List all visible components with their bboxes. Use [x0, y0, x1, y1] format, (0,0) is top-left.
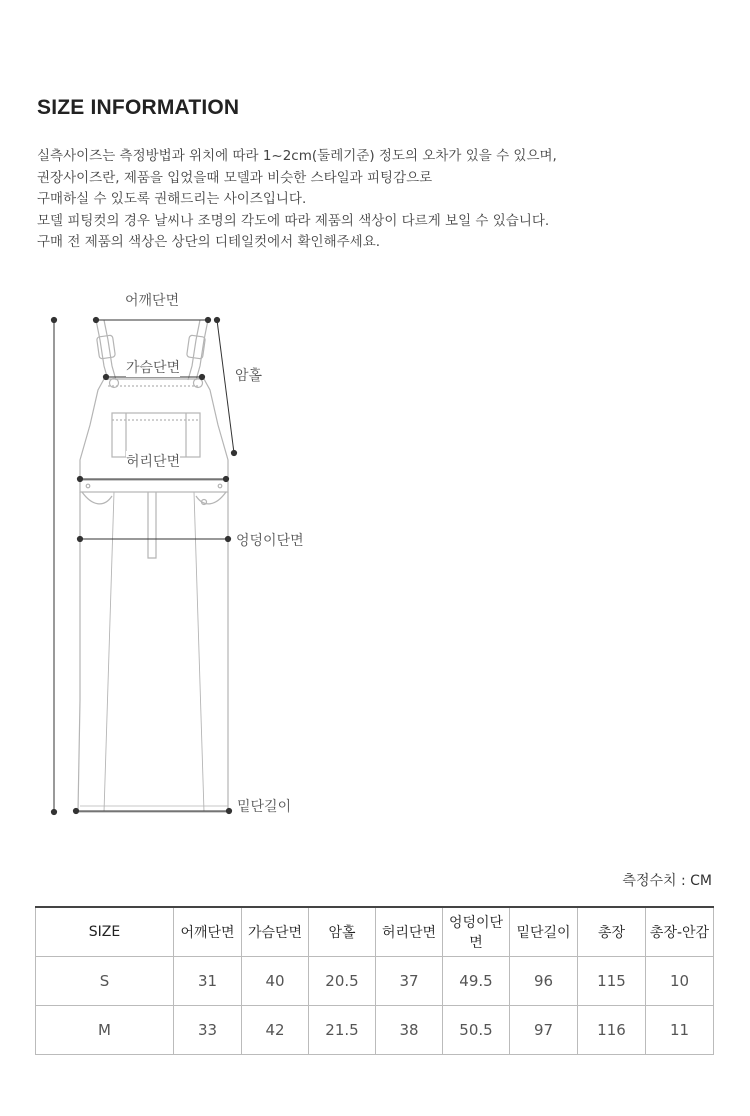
table-header-row: [36, 907, 714, 957]
note-line: 실측사이즈는 측정방법과 위치에 따라 1~2cm(둘레기준) 정도의 오차가 있을 수 있으며,: [37, 148, 557, 164]
table-header-cell: 허리단면: [376, 907, 443, 957]
table-cell: 116: [578, 1006, 646, 1055]
table-cell: 49.5: [443, 957, 510, 1006]
table-cell: 50.5: [443, 1006, 510, 1055]
table-header-cell: SIZE: [36, 907, 174, 957]
table-cell: 10: [646, 957, 714, 1006]
table-cell: 11: [646, 1006, 714, 1055]
armhole-label: 암홀: [235, 368, 263, 384]
table-cell: 38: [376, 1006, 443, 1055]
table-cell: M: [36, 1006, 174, 1055]
size-notes: [37, 146, 727, 254]
table-cell: 33: [174, 1006, 242, 1055]
table-cell: 115: [578, 957, 646, 1006]
table-cell: 96: [510, 957, 578, 1006]
table-cell: 42: [242, 1006, 309, 1055]
unit-label: 측정수치 : CM: [622, 873, 712, 889]
table-row: [36, 957, 714, 1006]
table-cell: 37: [376, 957, 443, 1006]
table-cell: 21.5: [309, 1006, 376, 1055]
garment-diagram: [0, 280, 750, 840]
hem-label: 밑단길이: [237, 799, 292, 815]
table-cell: 31: [174, 957, 242, 1006]
table-header-cell: 암홀: [309, 907, 376, 957]
table-header-cell: 총장-안감: [646, 907, 714, 957]
table-header-cell: 가슴단면: [242, 907, 309, 957]
note-line: 권장사이즈란, 제품을 입었을때 모델과 비슷한 스타일과 피팅감으로: [37, 169, 433, 186]
table-header-cell: 총장: [578, 907, 646, 957]
page-title: SIZE INFORMATION: [37, 96, 240, 119]
shoulder-label: 어깨단면: [125, 293, 180, 309]
table-cell: 40: [242, 957, 309, 1006]
overall-dress-illustration: [0, 280, 750, 840]
table-cell: 20.5: [309, 957, 376, 1006]
table-header-cell: 엉덩이단면: [443, 907, 510, 957]
table-header-cell: 어깨단면: [174, 907, 242, 957]
table-row: [36, 1006, 714, 1055]
table-cell: 97: [510, 1006, 578, 1055]
note-line: 구매하실 수 있도록 권해드리는 사이즈입니다.: [37, 191, 307, 207]
waist-label: 허리단면: [126, 451, 180, 471]
note-line: 모델 피팅컷의 경우 날씨나 조명의 각도에 따라 제품의 색상이 다르게 보일 수 있습니다.: [37, 212, 550, 229]
hip-label: 엉덩이단면: [236, 533, 304, 549]
chest-label: 가슴단면: [126, 357, 180, 377]
note-line: 구매 전 제품의 색상은 상단의 디테일컷에서 확인해주세요.: [37, 234, 381, 250]
size-table: [35, 906, 714, 1055]
table-header-cell: 밑단길이: [510, 907, 578, 957]
table-cell: S: [36, 957, 174, 1006]
